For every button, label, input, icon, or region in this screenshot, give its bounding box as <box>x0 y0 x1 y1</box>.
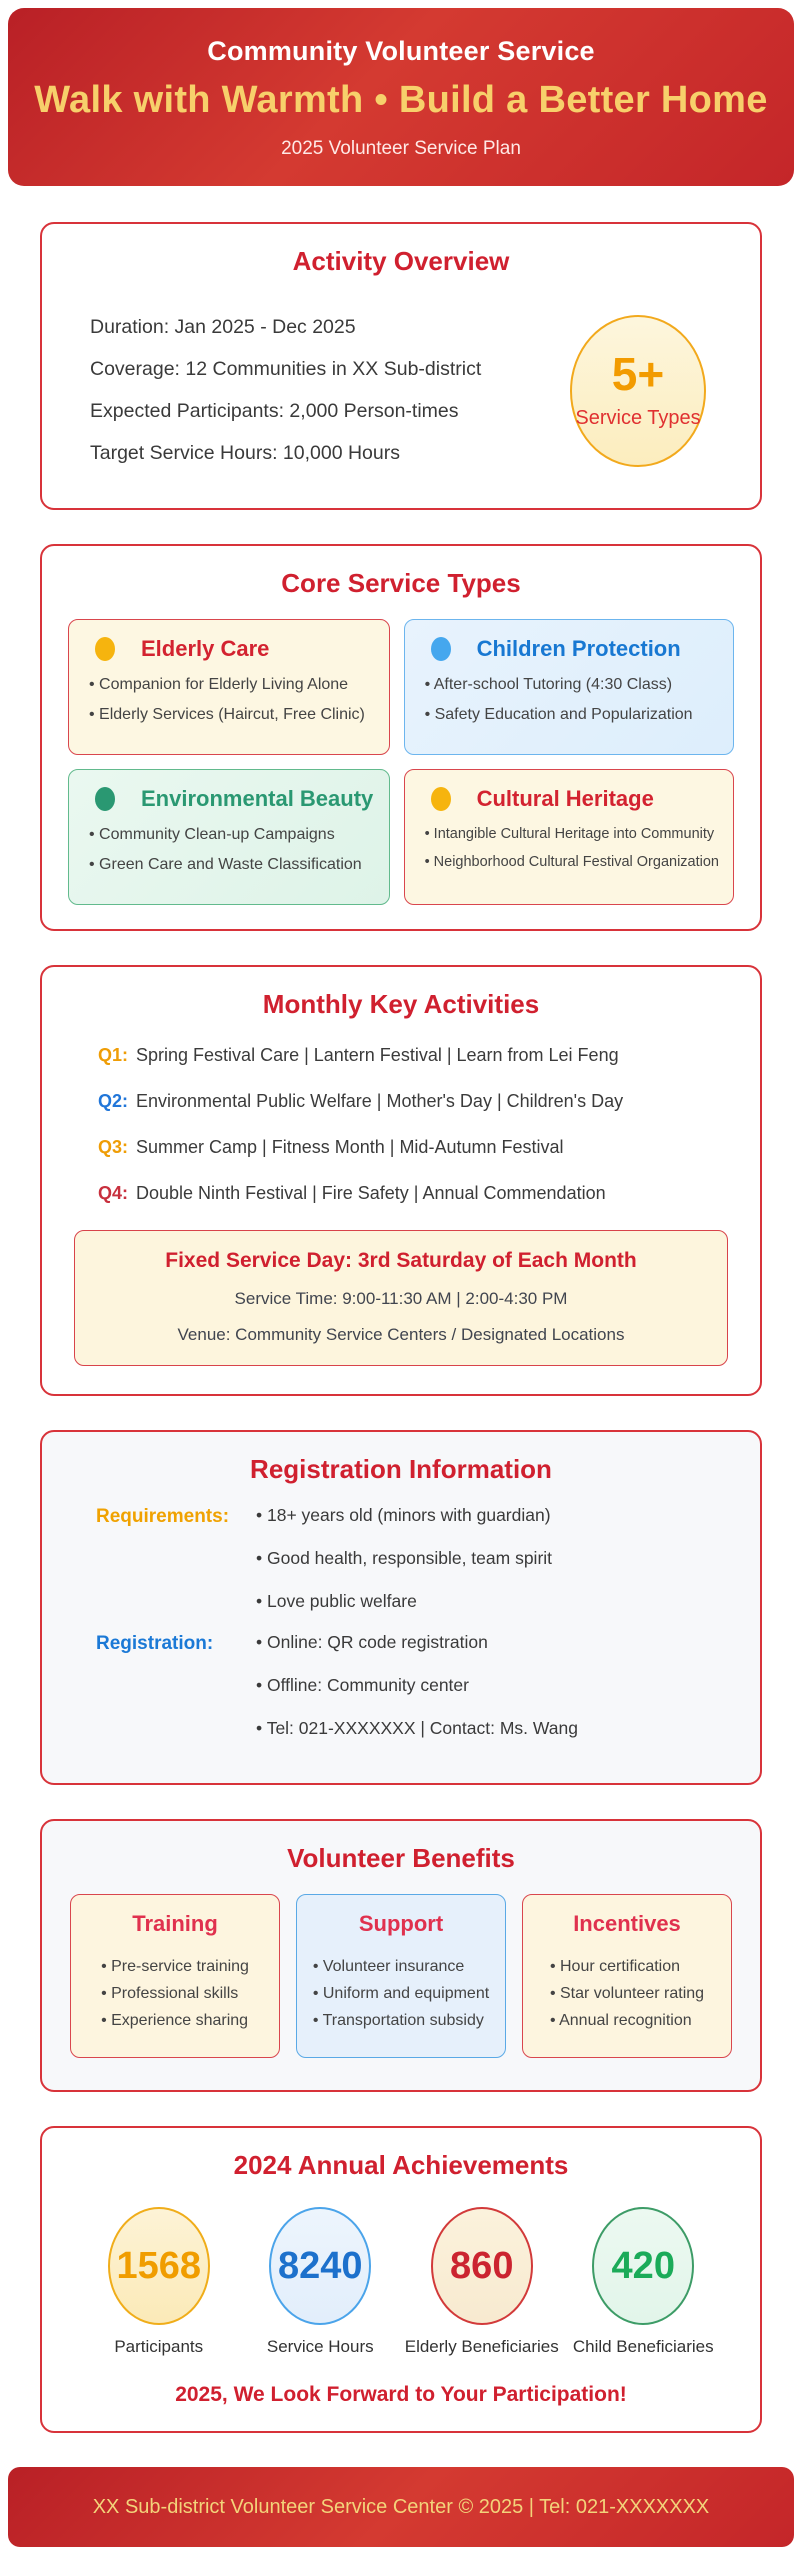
registration-item: • Tel: 021-XXXXXXX | Contact: Ms. Wang <box>256 1718 578 1739</box>
service-card-name: Children Protection <box>476 636 681 661</box>
registration-group-registration <box>96 1632 734 1745</box>
footer-banner <box>8 2467 794 2547</box>
stat-circle <box>431 2207 533 2325</box>
service-card-cultural-heritage <box>404 769 734 905</box>
fixed-service-venue: Venue: Community Service Centers / Designated Locations <box>177 1325 625 1344</box>
stat-value: 860 <box>450 2245 514 2287</box>
registration-group-requirements <box>96 1505 734 1618</box>
footer-text: XX Sub-district Volunteer Service Center © 2025 | Tel: 021-XXXXXXX <box>92 2495 710 2518</box>
benefit-item: • Experience sharing <box>101 2012 249 2030</box>
benefit-item: • Annual recognition <box>550 2012 704 2030</box>
section-benefits <box>40 1819 762 2092</box>
service-card-environmental-beauty <box>68 769 390 905</box>
stat-circle <box>592 2207 694 2325</box>
stat-value: 420 <box>611 2245 675 2287</box>
q3-label: Q3: <box>98 1137 129 1157</box>
requirement-item: • 18+ years old (minors with guardian) <box>256 1505 552 1526</box>
service-card-name: Elderly Care <box>141 636 270 661</box>
service-item: • After-school Tutoring (4:30 Class) <box>425 676 719 694</box>
service-card-items <box>83 826 375 874</box>
benefit-card-items <box>101 1949 249 2039</box>
benefit-card-name: Incentives <box>573 1911 681 1936</box>
cultural-heritage-dot-icon <box>431 787 451 811</box>
service-card-items <box>419 676 719 724</box>
section-activity-overview <box>40 222 762 510</box>
benefit-item: • Professional skills <box>101 1985 249 2003</box>
badge-label: Service Types <box>575 407 701 429</box>
benefit-item: • Volunteer insurance <box>313 1958 489 1976</box>
benefit-item: • Hour certification <box>550 1958 704 1976</box>
benefit-card-training <box>70 1894 280 2058</box>
poster-slogan: Walk with Warmth • Build a Better Home <box>34 79 768 121</box>
environmental-beauty-dot-icon <box>95 787 115 811</box>
service-item: • Intangible Cultural Heritage into Community <box>425 826 719 842</box>
section-registration <box>40 1430 762 1785</box>
service-card-items <box>83 676 375 724</box>
overview-item-duration: Duration: Jan 2025 - Dec 2025 <box>90 316 356 338</box>
q1-label: Q1: <box>98 1045 129 1065</box>
benefit-item: • Pre-service training <box>101 1958 249 1976</box>
service-card-items <box>419 826 719 870</box>
stat-label: Participants <box>114 2337 204 2356</box>
core-services-title: Core Service Types <box>281 568 521 598</box>
overview-item-hours: Target Service Hours: 10,000 Hours <box>90 442 400 464</box>
benefit-item: • Uniform and equipment <box>313 1985 489 2003</box>
registration-title: Registration Information <box>250 1454 552 1484</box>
section-core-services <box>40 544 762 931</box>
service-item: • Neighborhood Cultural Festival Organization <box>425 854 719 870</box>
header-banner <box>8 8 794 186</box>
section-achievements <box>40 2126 762 2433</box>
service-item: • Safety Education and Popularization <box>425 706 719 724</box>
benefit-card-items <box>313 1949 489 2039</box>
registration-items <box>256 1632 578 1745</box>
quarter-row-q3 <box>98 1137 734 1158</box>
children-protection-dot-icon <box>431 637 451 661</box>
quarter-row-q1 <box>98 1045 734 1066</box>
quarter-row-q2 <box>98 1091 734 1112</box>
service-card-name: Cultural Heritage <box>476 786 654 811</box>
stat-circle <box>108 2207 210 2325</box>
requirements-label: Requirements: <box>96 1506 230 1527</box>
stat-service-hours <box>240 2207 402 2357</box>
requirement-item: • Good health, responsible, team spirit <box>256 1548 552 1569</box>
volunteer-service-poster <box>0 8 802 2547</box>
benefit-card-name: Training <box>132 1911 218 1936</box>
service-card-name: Environmental Beauty <box>141 786 374 811</box>
stat-child-beneficiaries <box>563 2207 725 2357</box>
participation-tagline: 2025, We Look Forward to Your Participation! <box>175 2383 627 2406</box>
elderly-care-dot-icon <box>95 637 115 661</box>
stat-label: Elderly Beneficiaries <box>404 2337 559 2356</box>
benefit-card-support <box>296 1894 506 2058</box>
overview-item-participants: Expected Participants: 2,000 Person-times <box>90 400 459 422</box>
quarter-row-q4 <box>98 1183 734 1204</box>
q3-text: Summer Camp | Fitness Month | Mid-Autumn Festival <box>136 1137 564 1157</box>
q4-label: Q4: <box>98 1183 129 1203</box>
service-card-elderly-care <box>68 619 390 755</box>
benefits-title: Volunteer Benefits <box>287 1843 515 1873</box>
q4-text: Double Ninth Festival | Fire Safety | Annual Commendation <box>136 1183 606 1203</box>
monthly-activities-title: Monthly Key Activities <box>262 989 540 1019</box>
stat-participants <box>78 2207 240 2357</box>
benefit-card-items <box>550 1949 704 2039</box>
stat-value: 1568 <box>116 2245 202 2287</box>
service-item: • Elderly Services (Haircut, Free Clinic) <box>89 706 375 724</box>
overview-item-coverage: Coverage: 12 Communities in XX Sub-district <box>90 358 482 380</box>
benefit-card-name: Support <box>358 1911 444 1936</box>
fixed-service-day-box <box>74 1230 728 1366</box>
benefit-item: • Transportation subsidy <box>313 2012 489 2030</box>
stat-circle <box>269 2207 371 2325</box>
poster-subtitle: 2025 Volunteer Service Plan <box>281 138 521 159</box>
stat-value: 8240 <box>277 2245 363 2287</box>
stat-label: Service Hours <box>266 2337 374 2356</box>
registration-item: • Offline: Community center <box>256 1675 578 1696</box>
service-item: • Community Clean-up Campaigns <box>89 826 375 844</box>
benefit-item: • Star volunteer rating <box>550 1985 704 2003</box>
fixed-service-time: Service Time: 9:00-11:30 AM | 2:00-4:30 PM <box>234 1289 568 1308</box>
service-card-children-protection <box>404 619 734 755</box>
overview-list <box>68 297 552 484</box>
badge-value: 5+ <box>611 348 665 400</box>
stat-elderly-beneficiaries <box>401 2207 563 2357</box>
registration-label: Registration: <box>96 1633 214 1654</box>
service-item: • Companion for Elderly Living Alone <box>89 676 375 694</box>
service-item: • Green Care and Waste Classification <box>89 856 375 874</box>
benefit-card-incentives <box>522 1894 732 2058</box>
registration-item: • Online: QR code registration <box>256 1632 578 1653</box>
service-types-badge <box>570 315 706 467</box>
requirement-item: • Love public welfare <box>256 1591 552 1612</box>
requirements-items <box>256 1505 552 1618</box>
poster-title: Community Volunteer Service <box>207 36 595 66</box>
achievements-title: 2024 Annual Achievements <box>233 2150 569 2180</box>
q1-text: Spring Festival Care | Lantern Festival | Learn from Lei Feng <box>136 1045 619 1065</box>
q2-text: Environmental Public Welfare | Mother's Day | Children's Day <box>136 1091 624 1111</box>
stat-label: Child Beneficiaries <box>572 2337 714 2356</box>
q2-label: Q2: <box>98 1091 129 1111</box>
section-monthly-activities <box>40 965 762 1396</box>
fixed-service-day-title: Fixed Service Day: 3rd Saturday of Each Month <box>165 1249 637 1272</box>
activity-overview-title: Activity Overview <box>292 246 510 276</box>
